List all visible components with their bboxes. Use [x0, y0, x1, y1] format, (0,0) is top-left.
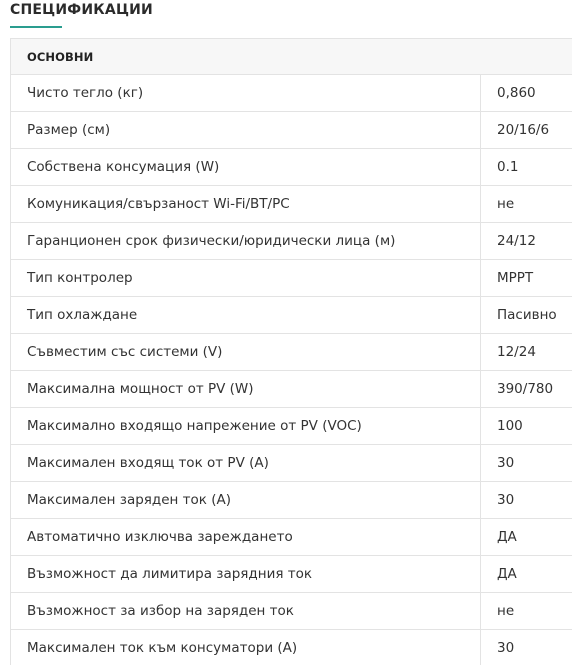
spec-label: Възможност да лимитира зарядния ток — [11, 556, 481, 593]
spec-label: Максимален заряден ток (A) — [11, 482, 481, 519]
table-row — [11, 297, 572, 334]
spec-label: Размер (см) — [11, 112, 481, 149]
spec-label: Възможност за избор на заряден ток — [11, 593, 481, 630]
table-row — [11, 408, 572, 445]
table-row — [11, 149, 572, 186]
spec-value: 20/16/6 — [481, 112, 572, 149]
spec-value: MPPT — [481, 260, 572, 297]
table-row — [11, 519, 572, 556]
spec-value: ДА — [481, 519, 572, 556]
spec-value: 30 — [481, 630, 572, 665]
spec-label: Максимален ток към консуматори (A) — [11, 630, 481, 665]
spec-value: не — [481, 186, 572, 223]
spec-value: ДА — [481, 556, 572, 593]
spec-label: Комуникация/свързаност Wi-Fi/BT/PC — [11, 186, 481, 223]
spec-value: 30 — [481, 482, 572, 519]
spec-value: 0.1 — [481, 149, 572, 186]
table-row — [11, 482, 572, 519]
table-row — [11, 445, 572, 482]
spec-label: Съвместим със системи (V) — [11, 334, 481, 371]
spec-label: Тип контролер — [11, 260, 481, 297]
table-row — [11, 112, 572, 149]
table-row — [11, 630, 572, 665]
spec-label: Максимална мощност от PV (W) — [11, 371, 481, 408]
spec-label: Автоматично изключва зареждането — [11, 519, 481, 556]
table-row — [11, 186, 572, 223]
section-underline — [10, 26, 62, 28]
spec-value: 100 — [481, 408, 572, 445]
table-row — [11, 556, 572, 593]
spec-label: Максимално входящо напрежение от PV (VOC) — [11, 408, 481, 445]
group-header-label: ОСНОВНИ — [11, 39, 572, 75]
spec-value: Пасивно — [481, 297, 572, 334]
section-title: СПЕЦИФИКАЦИИ — [10, 2, 153, 18]
spec-label: Максимален входящ ток от PV (A) — [11, 445, 481, 482]
spec-value: 24/12 — [481, 223, 572, 260]
spec-value: 12/24 — [481, 334, 572, 371]
spec-value: не — [481, 593, 572, 630]
spec-value: 0,860 — [481, 75, 572, 112]
spec-label: Чисто тегло (кг) — [11, 75, 481, 112]
table-row — [11, 260, 572, 297]
table-row — [11, 371, 572, 408]
spec-label: Тип охлаждане — [11, 297, 481, 334]
spec-label: Собствена консумация (W) — [11, 149, 481, 186]
table-row — [11, 334, 572, 371]
spec-value: 390/780 — [481, 371, 572, 408]
table-row — [11, 75, 572, 112]
table-row — [11, 223, 572, 260]
spec-label: Гаранционен срок физически/юридически лица (м) — [11, 223, 481, 260]
group-header-row — [11, 39, 572, 75]
specifications-table — [10, 38, 572, 665]
table-row — [11, 593, 572, 630]
spec-value: 30 — [481, 445, 572, 482]
